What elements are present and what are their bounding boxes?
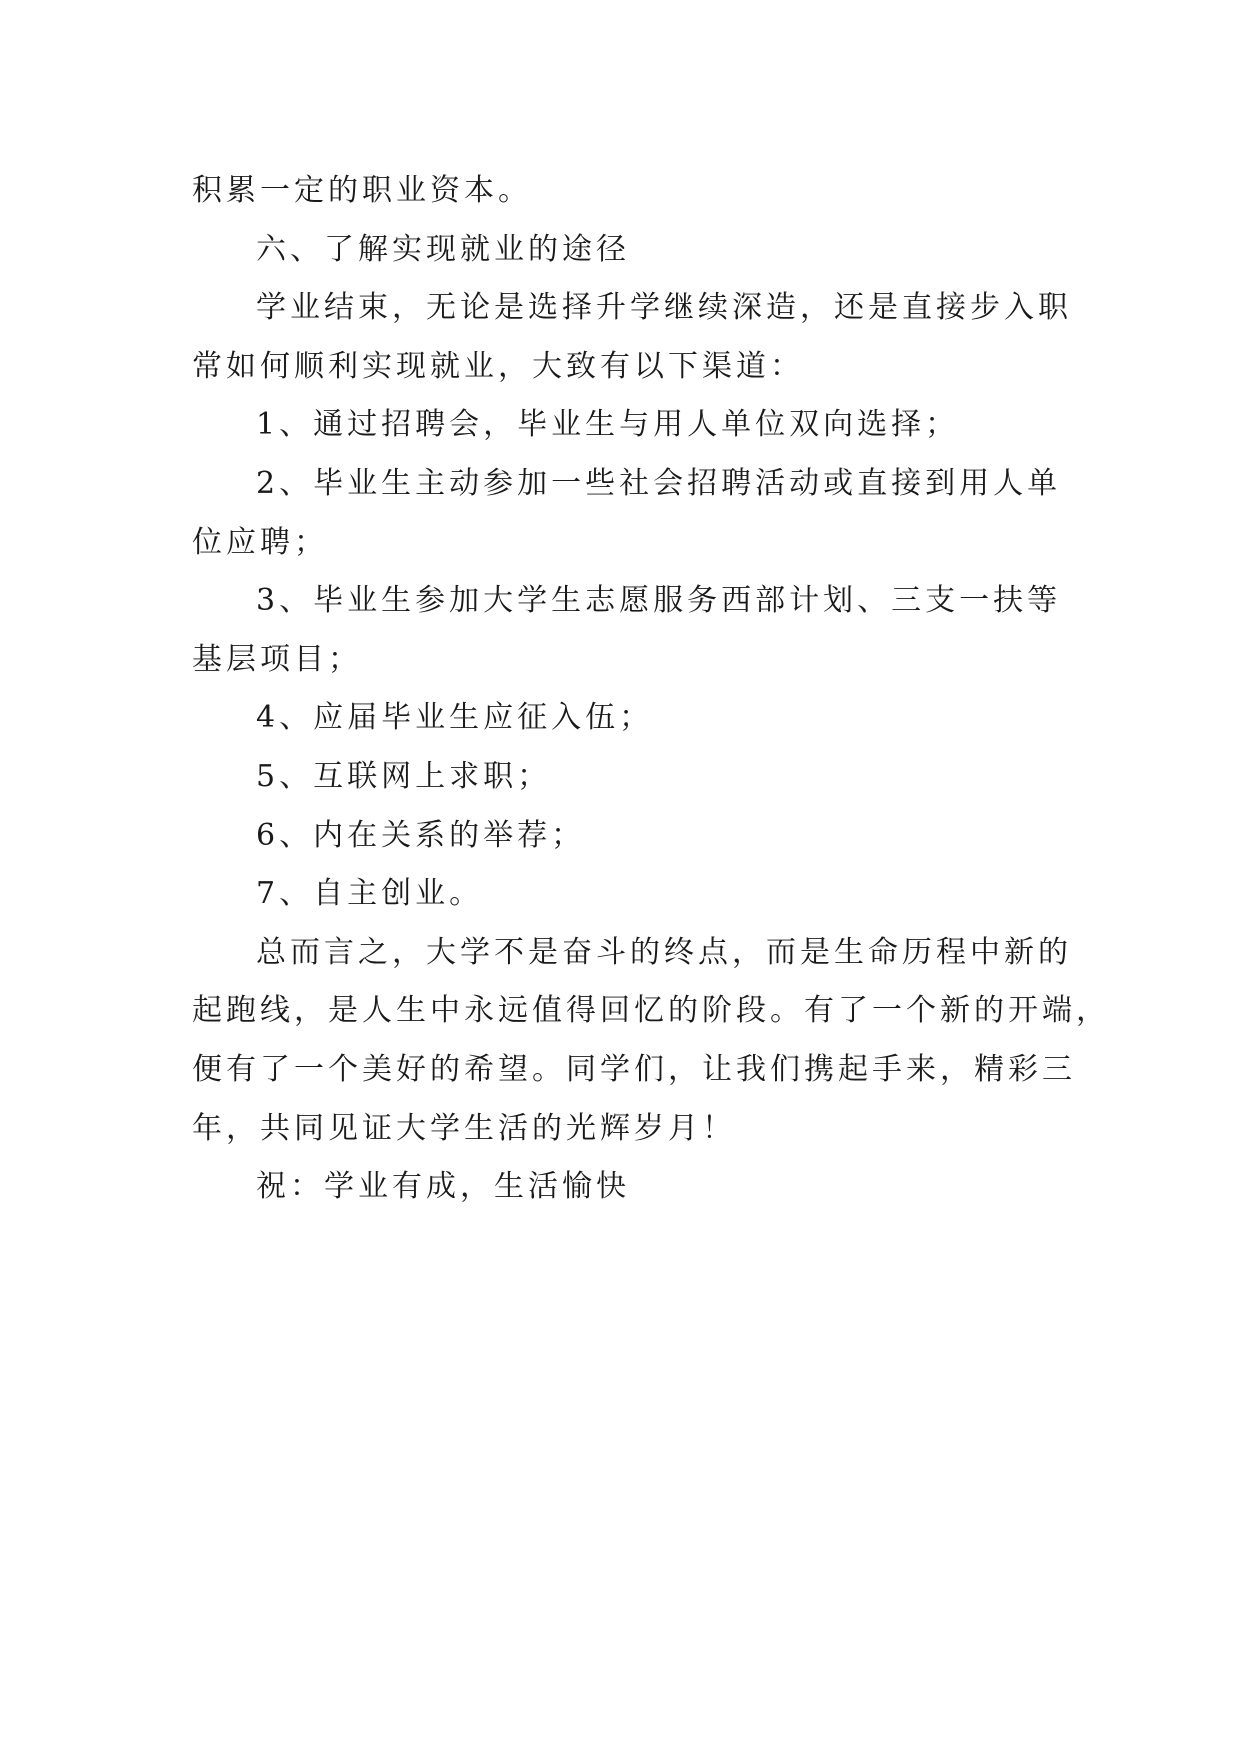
closing-wish: 祝：学业有成，生活愉快 [256, 1169, 630, 1205]
text-line: 年，共同见证大学生活的光辉岁月！ [192, 1110, 736, 1146]
document-body [192, 162, 1110, 1217]
list-item: 7、自主创业。 [256, 876, 484, 912]
text-line: 积累一定的职业资本。 [192, 173, 532, 208]
text-line: 常如何顺利实现就业，大致有以下渠道： [192, 348, 804, 384]
list-item: 5、互联网上求职； [256, 758, 552, 794]
list-item-continuation: 基层项目； [192, 641, 362, 677]
list-item: 6、内在关系的举荐； [256, 817, 586, 853]
text-line: 起跑线，是人生中永远值得回忆的阶段。有了一个新的开端， [192, 993, 1110, 1029]
list-item: 2、毕业生主动参加一些社会招聘活动或直接到用人单 [256, 465, 1062, 501]
list-item-continuation: 位应聘； [192, 524, 328, 560]
text-line: 总而言之，大学不是奋斗的终点，而是生命历程中新的 [256, 934, 1072, 970]
list-item: 3、毕业生参加大学生志愿服务西部计划、三支一扶等 [256, 583, 1062, 619]
text-line: 便有了一个美好的希望。同学们，让我们携起手来，精彩三 [192, 1051, 1076, 1087]
list-item: 1、通过招聘会，毕业生与用人单位双向选择； [256, 407, 960, 443]
text-line: 学业结束，无论是选择升学继续深造，还是直接步入职 [256, 290, 1072, 326]
section-heading: 六、了解实现就业的途径 [256, 231, 630, 267]
list-item: 4、应届毕业生应征入伍； [256, 700, 654, 736]
